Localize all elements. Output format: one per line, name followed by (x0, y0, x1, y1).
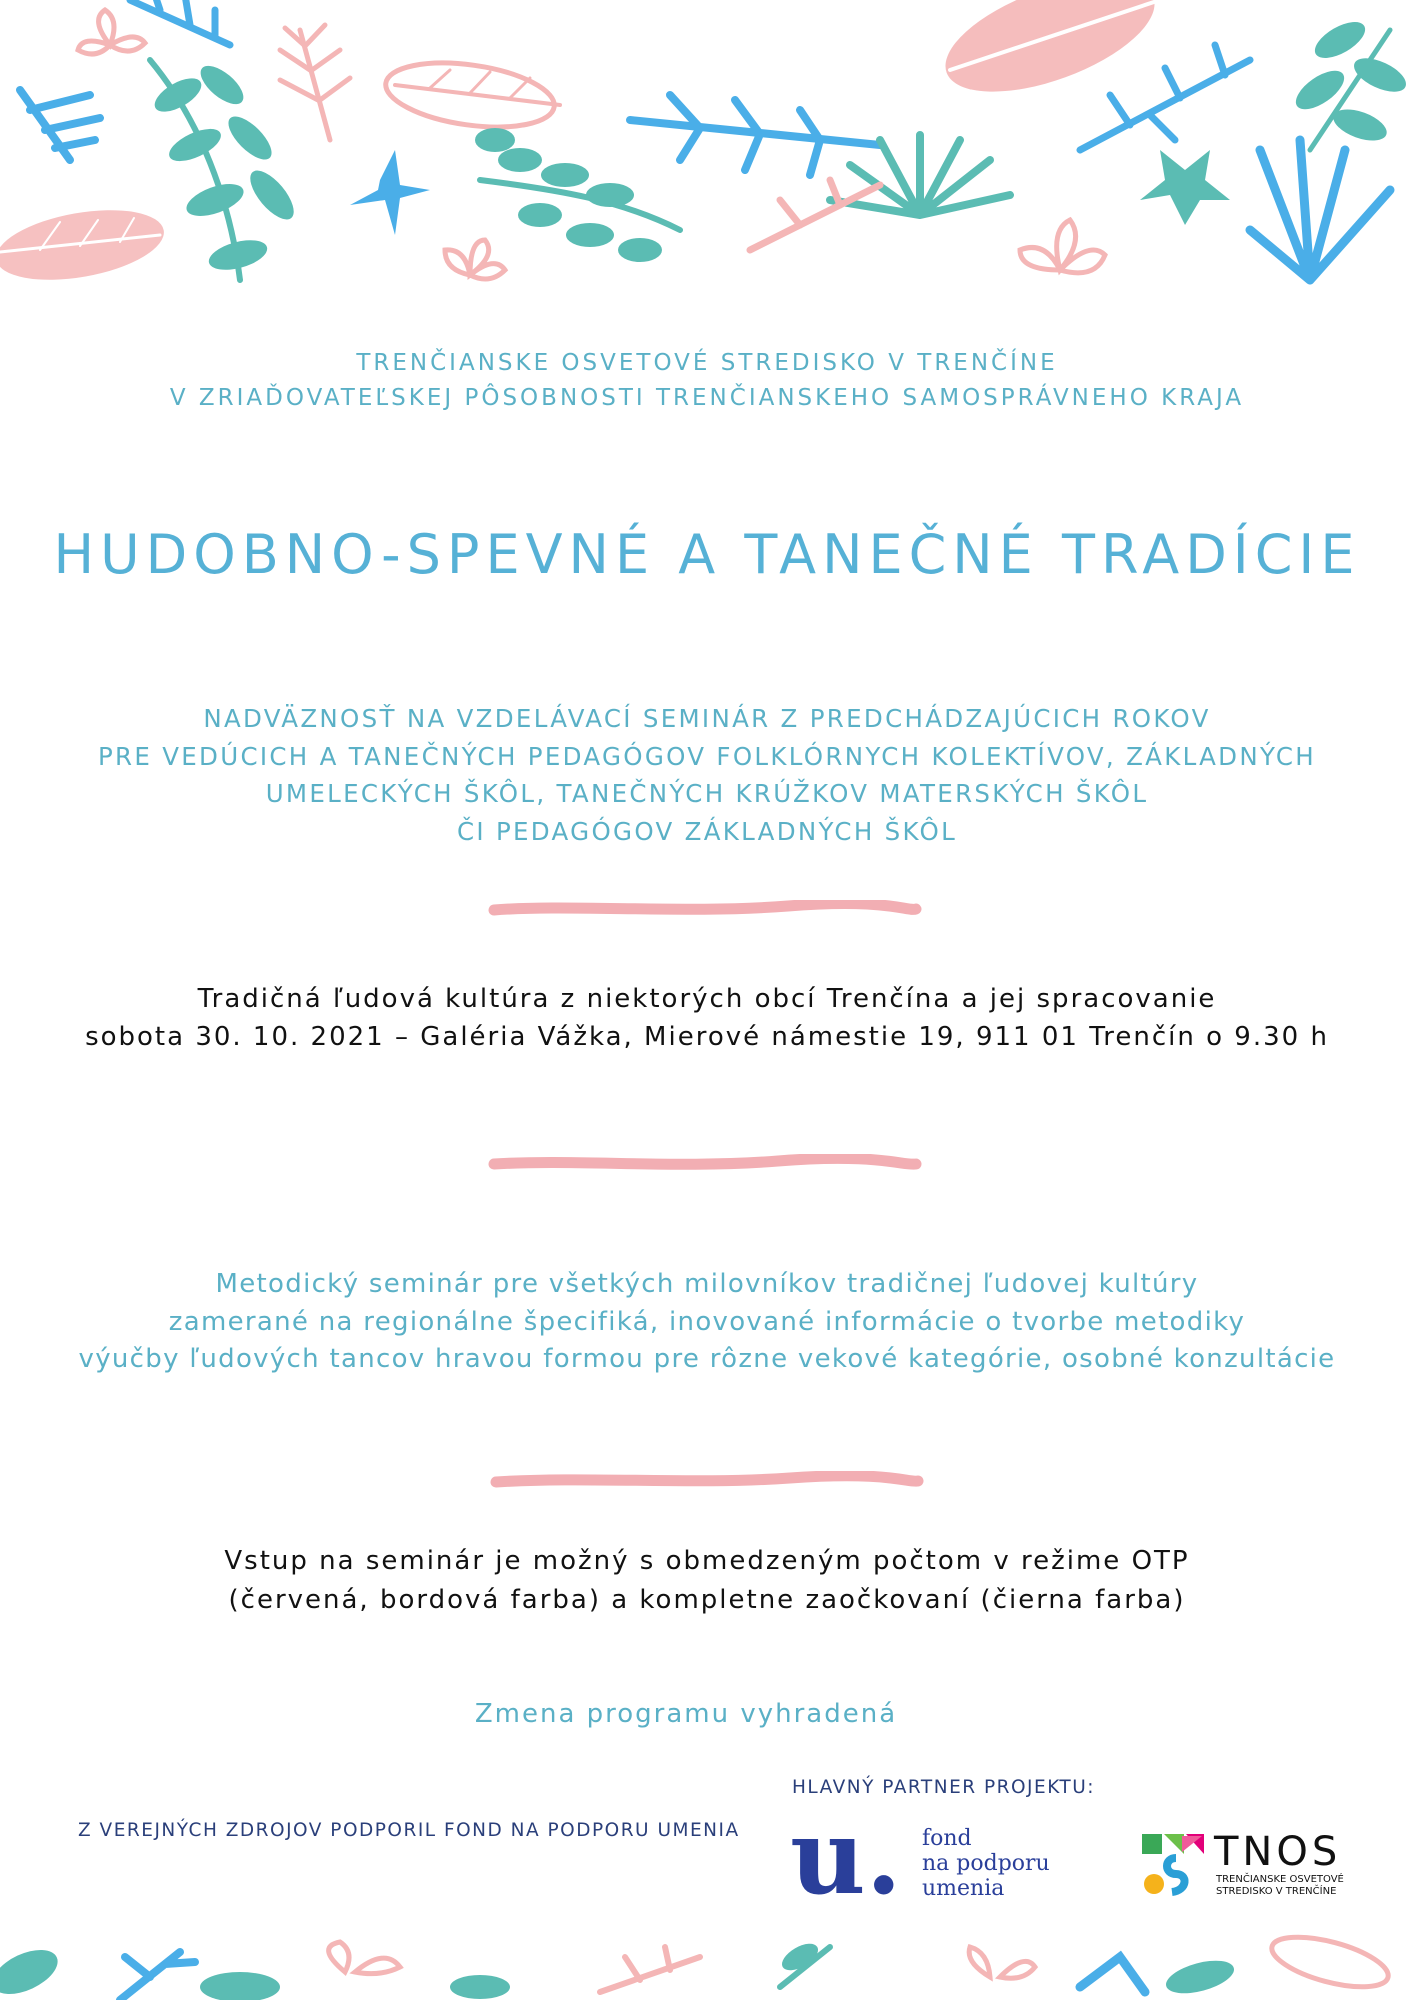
pink-flower-icon (445, 240, 505, 279)
event-info (0, 981, 1414, 1056)
event-details: sobota 30. 10. 2021 – Galéria Vážka, Mierové námestie 19, 911 01 Trenčín o 9.30 h (85, 1021, 1329, 1052)
blue-grass-icon (1250, 140, 1390, 280)
divider-brush-stroke (490, 1471, 924, 1491)
top-floral-decoration (0, 0, 1414, 300)
tnos-logo-subtitle (1216, 1874, 1344, 1898)
organization-header (0, 346, 1414, 416)
pink-twig-icon (750, 180, 880, 250)
method-description (0, 1266, 1414, 1379)
method-line: zamerané na regionálne špecifiká, inovované informácie o tvorbe metodiky (168, 1306, 1246, 1337)
divider-brush-stroke (488, 1154, 922, 1174)
subtitle-line: NADVÄZNOSŤ NA VZDELÁVACÍ SEMINÁR Z PREDCHÁDZAJÚCICH ROKOV (203, 704, 1211, 733)
pink-flower-icon (1020, 220, 1105, 273)
pink-leaf-icon (382, 53, 560, 136)
method-line: Metodický seminár pre všetkých milovníkov tradičnej ľudovej kultúry (215, 1269, 1199, 1299)
subtitle-line: UMELECKÝCH ŠKÔL, TANEČNÝCH KRÚŽKOV MATERSKÝCH ŠKÔL (265, 779, 1149, 808)
tnos-subtitle-line: STREDISKO V TRENČÍNE (1216, 1886, 1337, 1897)
blue-branch-icon (630, 95, 880, 175)
pink-fern-icon (280, 25, 350, 140)
partner-label: HLAVNÝ PARTNER PROJEKTU: (792, 1777, 1095, 1798)
fpu-logo-line: fond (922, 1826, 972, 1851)
fpu-logo-text (922, 1826, 1050, 1901)
organization-line-1: TRENČIANSKE OSVETOVÉ STREDISKO V TRENČÍNE (356, 350, 1058, 376)
tnos-logo-name: TNOS (1214, 1829, 1342, 1875)
program-change-notice: Zmena programu vyhradená (474, 1699, 898, 1729)
subtitle-block (0, 700, 1414, 850)
organization-line-2: V ZRIAĎOVATEĽSKEJ PÔSOBNOSTI TRENČIANSKEHO SAMOSPRÁVNEHO KRAJA (169, 385, 1245, 411)
teal-palm-icon (830, 135, 1010, 215)
divider-brush-stroke (488, 900, 922, 920)
teal-fern-icon (1290, 15, 1411, 150)
subtitle-line: ČI PEDAGÓGOV ZÁKLADNÝCH ŠKÔL (456, 816, 958, 846)
teal-fern-icon (475, 128, 680, 262)
entry-conditions (0, 1542, 1414, 1620)
subtitle-line: PRE VEDÚCICH A TANEČNÝCH PEDAGÓGOV FOLKLÓRNYCH KOLEKTÍVOV, ZÁKLADNÝCH (97, 741, 1317, 771)
tnos-subtitle-line: TRENČIANSKE OSVETOVÉ (1216, 1874, 1344, 1885)
support-text: Z VEREJNÝCH ZDROJOV PODPORIL FOND NA PODPORU UMENIA (78, 1820, 740, 1841)
teal-star-icon (1140, 150, 1230, 225)
pink-flower-icon (78, 10, 145, 54)
teal-fern-icon (149, 59, 301, 280)
pink-leaf-icon (931, 0, 1169, 115)
blue-branch-icon (20, 90, 100, 160)
entry-line: Vstup na seminár je možný s obmedzeným počtom v režime OTP (224, 1546, 1190, 1576)
entry-line: (červená, bordová farba) a kompletne zaočkovaní (čierna farba) (228, 1585, 1186, 1615)
page-title: HUDOBNO-SPEVNÉ A TANEČNÉ TRADÍCIE (53, 523, 1361, 586)
tnos-logo-icon (1142, 1834, 1204, 1896)
fpu-logo-line: umenia (922, 1876, 1005, 1901)
blue-flower-icon (350, 150, 430, 235)
bottom-floral-decoration (0, 1932, 1414, 2000)
fpu-logo-mark: u. (790, 1795, 902, 1918)
blue-branch-icon (130, 0, 230, 45)
method-line: výučby ľudových tancov hravou formou pre rôzne vekové kategórie, osobné konzultácie (78, 1344, 1336, 1374)
pink-leaf-icon (0, 199, 169, 292)
blue-branch-icon (1080, 45, 1250, 150)
event-topic: Tradičná ľudová kultúra z niektorých obcí Trenčína a jej spracovanie (197, 984, 1217, 1014)
fpu-logo-line: na podporu (922, 1851, 1050, 1876)
